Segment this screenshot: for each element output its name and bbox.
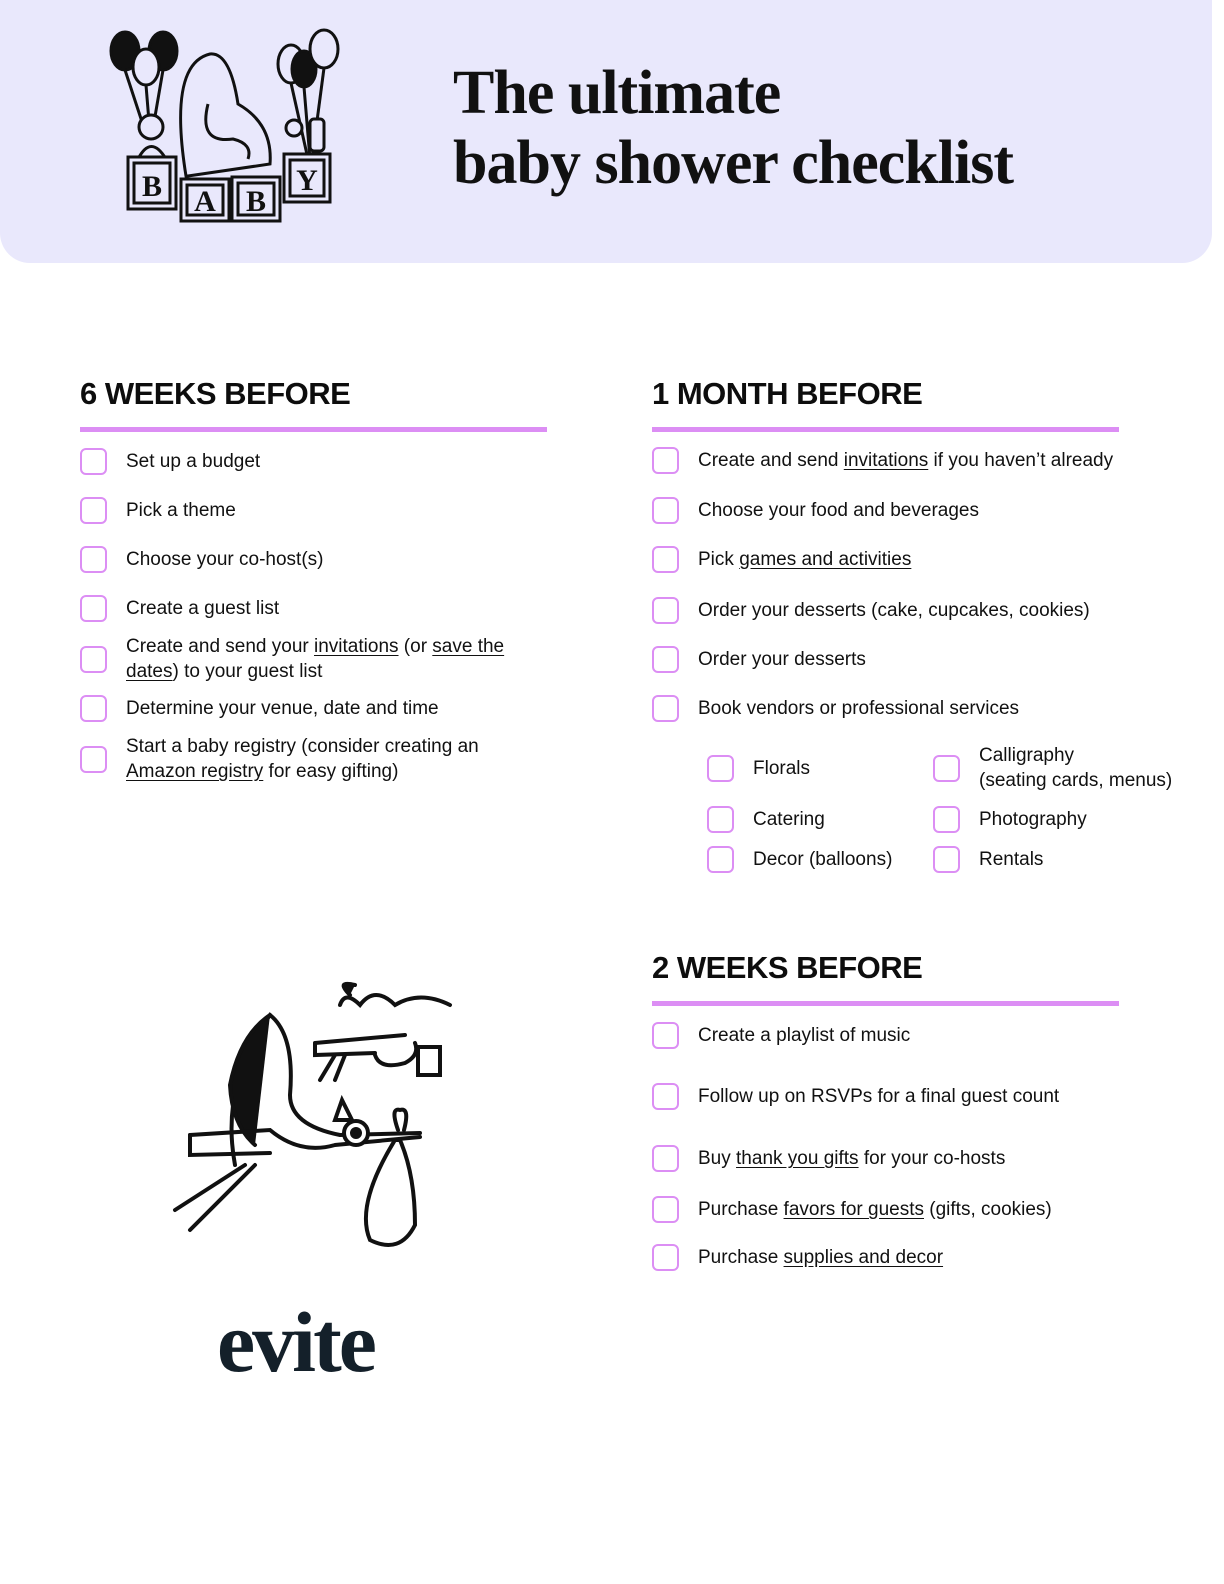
checklist-item-label [698,647,866,672]
checkbox[interactable] [652,695,679,722]
checklist-item-label [126,547,323,572]
svg-text:A: A [194,185,216,218]
checklist-item-label: Catering [753,809,825,830]
checklist-item-label: Rentals [979,849,1044,870]
checklist-item[interactable] [652,497,1212,524]
label-text: (gifts, cookies) [924,1199,1052,1220]
checklist-item-label [698,547,911,572]
checkbox[interactable] [80,497,107,524]
label-text: ) to your guest list [172,661,323,682]
section-title: 1 MONTH BEFORE [652,376,923,411]
label-text: Choose your co-host(s) [126,549,324,570]
label-text: if you haven’t already [928,450,1114,471]
checklist-item-label [126,734,550,784]
checklist-item-label [698,598,1090,623]
checklist-item-label: Decor (balloons) [753,849,893,870]
checklist-item[interactable] [652,695,1212,722]
checklist-item[interactable] [652,1145,1192,1172]
checkbox[interactable] [707,806,734,833]
checklist-item-label [698,696,1019,721]
checklist-item-label: Photography [979,809,1087,830]
label-text: Pick a theme [126,500,236,521]
checklist-item[interactable] [652,646,1212,673]
checklist-item[interactable] [80,595,550,622]
checklist-item[interactable] [80,546,550,573]
vendor-checklist-item[interactable] [933,743,1172,793]
checklist-item[interactable] [80,497,550,524]
label-text: Create a playlist of music [698,1025,911,1046]
label-text: Choose your food and beverages [698,500,979,521]
checkbox[interactable] [933,806,960,833]
checkbox[interactable] [80,595,107,622]
checkbox[interactable] [652,1083,679,1110]
checklist-item-label [698,1146,1005,1171]
checklist-item-label [126,449,260,474]
section-divider [652,1001,1119,1006]
checklist-item[interactable] [652,1022,1192,1049]
inline-link[interactable]: supplies and decor [783,1247,944,1268]
label-line-2: (seating cards, menus) [979,770,1173,791]
checkbox[interactable] [652,1244,679,1271]
svg-text:Y: Y [296,164,318,197]
checklist-item[interactable] [652,1244,1192,1271]
label-text: Order your desserts (cake, cupcakes, cookies) [698,600,1090,621]
section-1-month-before [652,376,1119,432]
checklist-item-label: Florals [753,758,811,779]
checkbox[interactable] [80,646,107,673]
section-divider [652,427,1119,432]
inline-link[interactable]: Amazon registry [126,761,264,782]
label-text: Purchase [698,1247,784,1268]
checklist-item[interactable] [652,1196,1192,1223]
inline-link[interactable]: favors for guests [783,1199,924,1220]
label-text: for easy gifting) [263,761,399,782]
label-text: Buy [698,1148,737,1169]
checklist-item-label [979,743,1172,793]
checklist-item[interactable] [652,1083,1192,1110]
label-text: Create and send your [126,636,315,657]
checklist-item[interactable] [80,734,550,784]
checklist-item-label [698,1197,1052,1222]
checklist-item[interactable] [652,447,1212,474]
section-6-weeks-before [80,376,547,432]
inline-link[interactable]: save the dates [126,636,505,682]
inline-link[interactable]: invitations [843,450,929,471]
checklist-item-label [126,498,236,523]
checkbox[interactable] [652,1022,679,1049]
checkbox[interactable] [652,546,679,573]
checklist-item-label [126,596,279,621]
checklist-item[interactable] [652,546,1212,573]
evite-logo: evite [217,1294,374,1390]
label-text: Create a guest list [126,598,280,619]
inline-link[interactable]: invitations [314,636,399,657]
svg-text:B: B [141,170,163,203]
checkbox[interactable] [707,755,734,782]
checklist-item[interactable] [80,695,550,722]
title-line-1: The ultimate [453,59,781,127]
checkbox[interactable] [80,546,107,573]
checkbox[interactable] [707,846,734,873]
label-text: Follow up on RSVPs for a final guest count [698,1086,1060,1107]
checkbox[interactable] [80,448,107,475]
checklist-item-label [126,696,439,721]
checkbox[interactable] [80,695,107,722]
label-text: Create and send [698,450,844,471]
header-banner [0,0,1212,263]
title-line-2: baby shower checklist [453,129,1014,197]
label-text: Determine your venue, date and time [126,698,439,719]
checklist-item[interactable] [652,597,1212,624]
label-text: Order your desserts [698,649,866,670]
checklist-item[interactable] [80,448,550,475]
checkbox[interactable] [652,1145,679,1172]
baby-blocks-illustration [108,24,348,224]
label-text: Start a baby registry (consider creating an [126,736,479,757]
checklist-item-label [698,1023,910,1048]
checklist-item-label [698,498,979,523]
vendor-checklist-item[interactable] [933,846,1043,873]
vendor-checklist-item[interactable] [707,755,810,782]
page-title [453,58,1013,198]
label-text: for your co-hosts [858,1148,1006,1169]
checklist-item[interactable] [80,634,550,684]
label-text: Purchase [698,1199,784,1220]
label-text: Pick [698,549,740,570]
checkbox[interactable] [80,746,107,773]
stork-illustration [160,975,460,1255]
section-title: 6 WEEKS BEFORE [80,376,351,411]
svg-text:B: B [245,185,267,218]
checklist-item-label [698,1245,943,1270]
label-text: Book vendors or professional services [698,698,1020,719]
inline-link[interactable]: thank you gifts [736,1148,859,1169]
inline-link[interactable]: games and activities [739,549,912,570]
label-text: Set up a budget [126,451,261,472]
label-text: (or [398,636,433,657]
label-line-1: Calligraphy [979,745,1075,766]
section-2-weeks-before [652,950,1119,1006]
checkbox[interactable] [652,646,679,673]
checkbox[interactable] [933,846,960,873]
section-divider [80,427,547,432]
vendor-checklist-item[interactable] [933,806,1087,833]
vendor-checklist-item[interactable] [707,846,892,873]
checklist-item-label [698,1084,1059,1109]
checkbox[interactable] [652,597,679,624]
checkbox[interactable] [933,755,960,782]
checklist-item-label [126,634,550,684]
checkbox[interactable] [652,1196,679,1223]
vendor-checklist-item[interactable] [707,806,825,833]
checkbox[interactable] [652,447,679,474]
section-title: 2 WEEKS BEFORE [652,950,923,985]
checklist-item-label [698,448,1113,473]
checkbox[interactable] [652,497,679,524]
